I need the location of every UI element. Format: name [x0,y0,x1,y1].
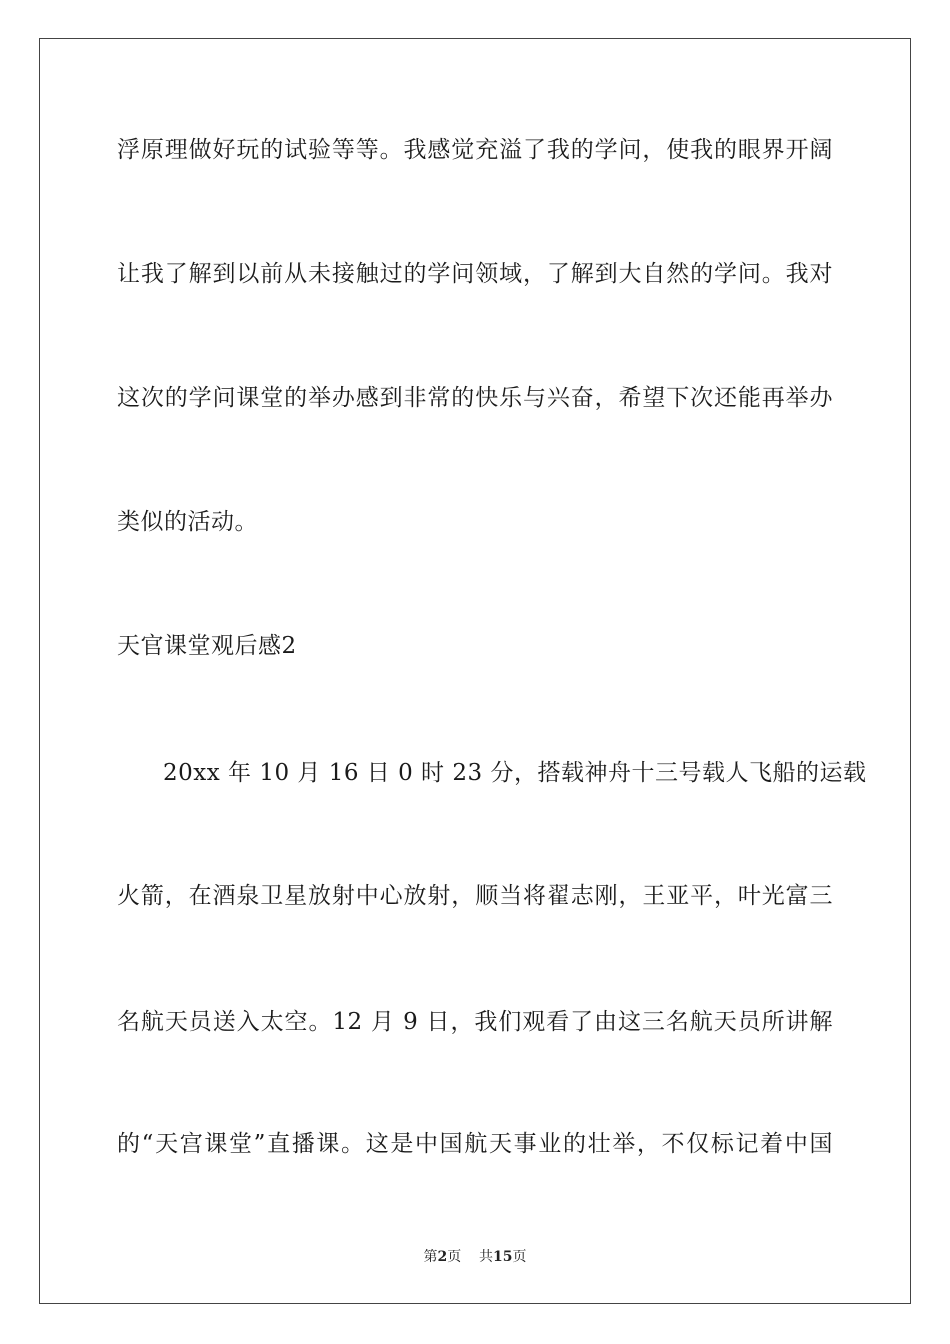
paragraph-line-4: 的“天宫课堂”直播课。这是中国航天事业的壮举，不仅标记着中国 [117,1131,833,1157]
body-line-2: 让我了解到以前从未接触过的学问领域，了解到大自然的学问。我对 [117,261,833,287]
footer-page-prefix: 第 [423,1249,438,1265]
body-line-3: 这次的学问课堂的举办感到非常的快乐与兴奋，希望下次还能再举办 [117,385,833,411]
body-line-1: 浮原理做好玩的试验等等。我感觉充溢了我的学问，使我的眼界开阔 [117,137,833,163]
footer-total-suffix: 页 [512,1249,527,1265]
paragraph-line-1: 20xx 年 10 月 16 日 0 时 23 分，搭载神舟十三号载人飞船的运载 [163,760,867,786]
section-heading: 天官课堂观后感2 [117,633,297,659]
page-frame [39,38,911,1304]
footer-total-prefix: 共 [479,1249,494,1265]
paragraph-line-3: 名航天员送入太空。12 月 9 日，我们观看了由这三名航天员所讲解 [117,1009,833,1035]
page-footer [0,1248,950,1266]
footer-page-suffix: 页 [447,1249,462,1265]
paragraph-line-2: 火箭，在酒泉卫星放射中心放射，顺当将翟志刚，王亚平，叶光富三 [117,883,833,909]
footer-page-number: 2 [437,1249,448,1265]
footer-total-pages: 15 [493,1249,513,1265]
body-line-4: 类似的活动。 [117,509,258,535]
